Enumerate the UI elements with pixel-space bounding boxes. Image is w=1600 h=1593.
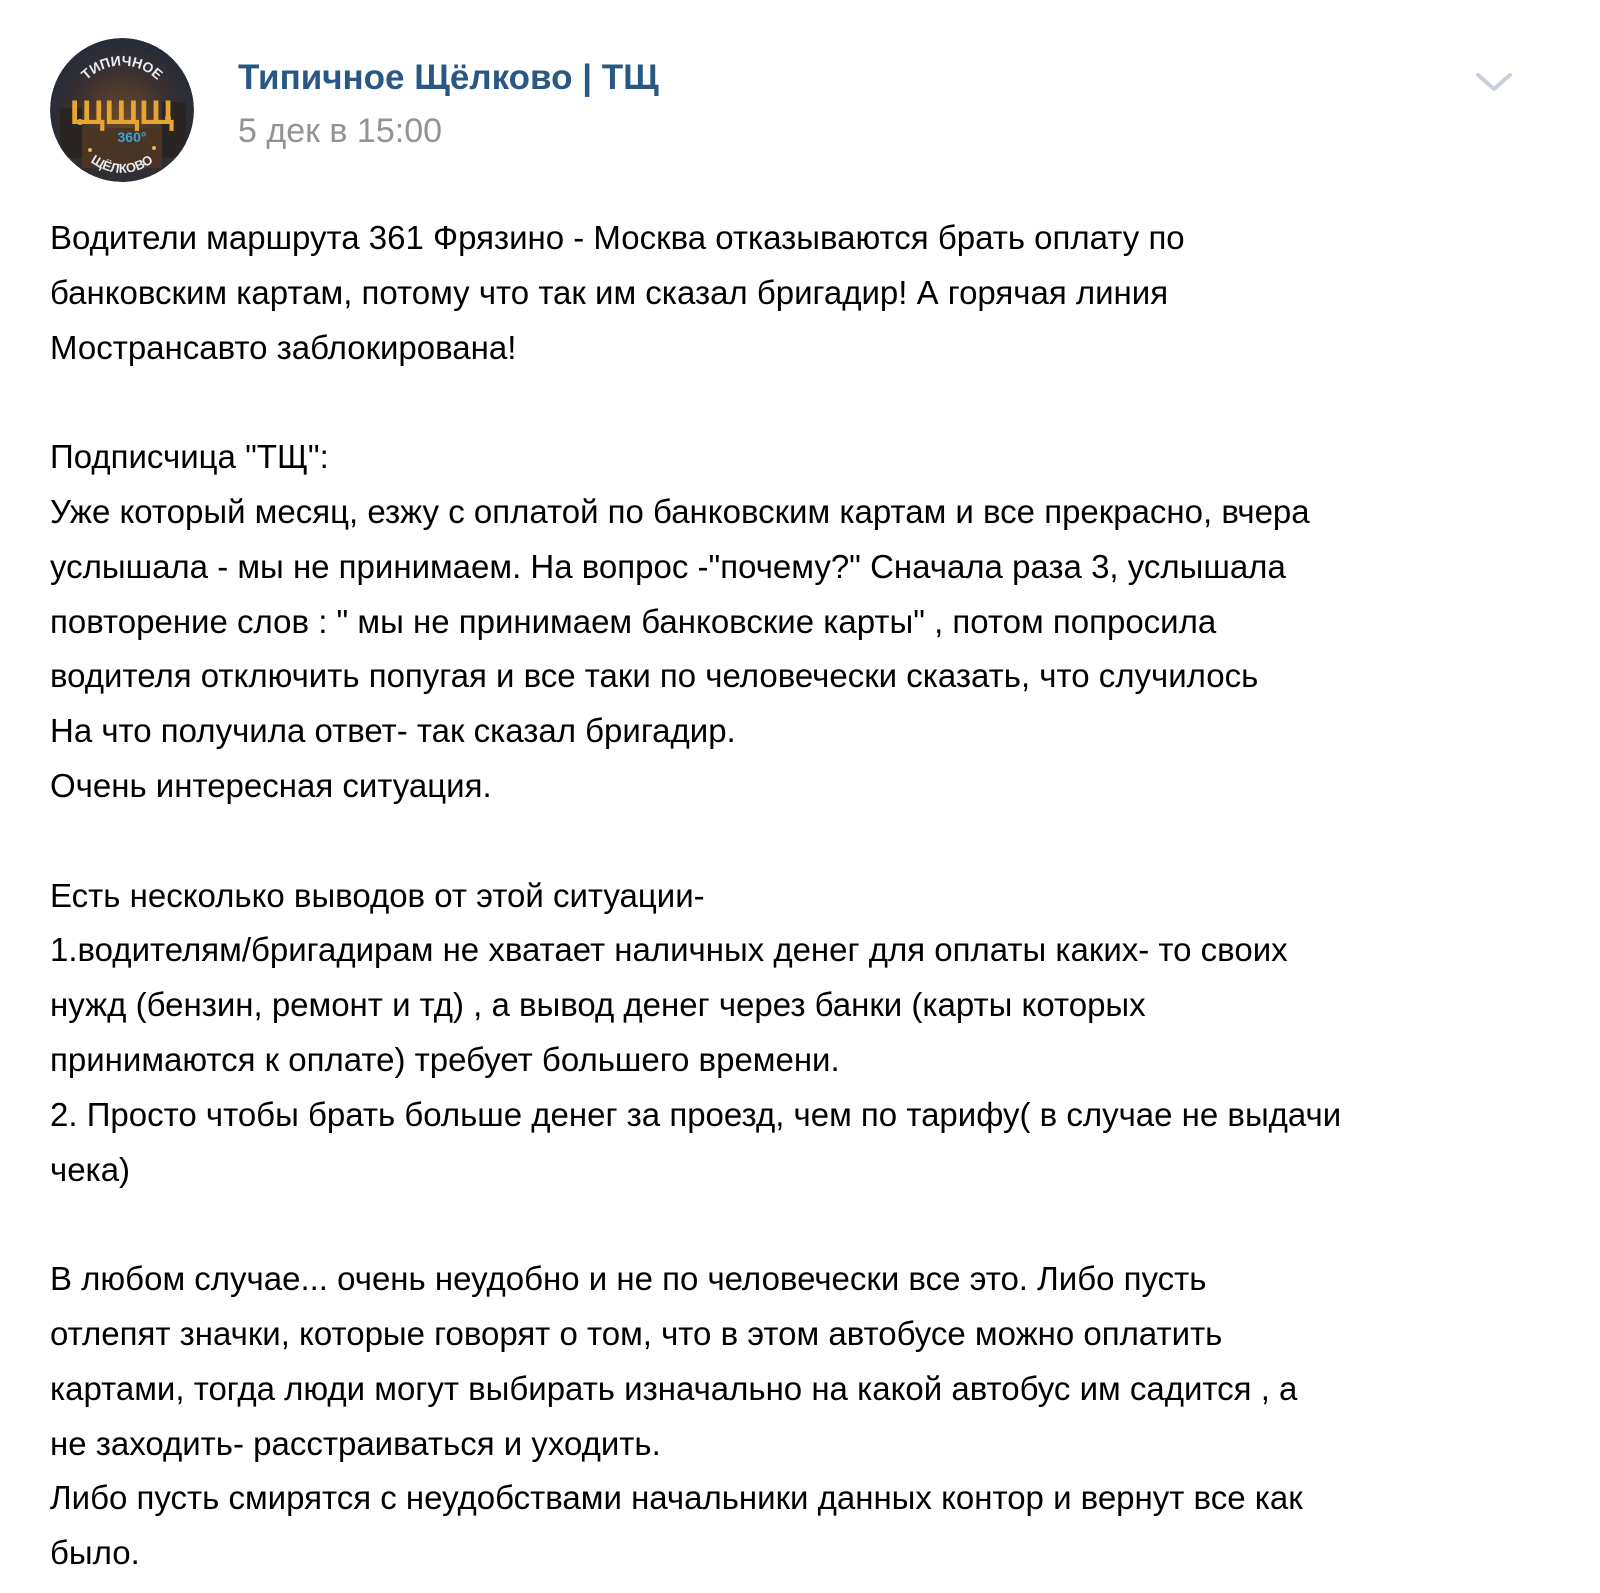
text-line: нужд (бензин, ремонт и тд) , а вывод денег через банки (карты которых bbox=[50, 986, 1146, 1024]
community-logo bbox=[50, 38, 194, 182]
text-line: принимаются к оплате) требует большего времени. bbox=[50, 1040, 840, 1078]
avatar-center-text: ЩЩЩ bbox=[70, 94, 174, 132]
avatar[interactable] bbox=[50, 38, 194, 182]
avatar-badge-text: 360° bbox=[117, 129, 147, 145]
text-line: Мострансавто заблокирована! bbox=[50, 328, 517, 366]
text-line: На что получила ответ- так сказал бригадир. bbox=[50, 712, 736, 750]
text-line: отлепят значки, которые говорят о том, что в этом автобусе можно оплатить bbox=[50, 1314, 1223, 1352]
chevron-down-icon[interactable] bbox=[1474, 66, 1514, 96]
post-paragraph bbox=[50, 430, 1570, 814]
text-line: банковским картам, потому что так им сказал бригадир! А горячая линия bbox=[50, 273, 1169, 311]
text-line: картами, тогда люди могут выбирать изначально на какой автобус им садится , а bbox=[50, 1369, 1298, 1407]
text-line: 2. Просто чтобы брать больше денег за проезд, чем по тарифу( в случае не выдачи bbox=[50, 1095, 1342, 1133]
post-date-link[interactable]: 5 дек в 15:00 bbox=[238, 112, 443, 150]
text-line: Очень интересная ситуация. bbox=[50, 766, 492, 804]
text-line: Водители маршрута 361 Фрязино - Москва отказываются брать оплату по bbox=[50, 219, 1185, 256]
text-line: Либо пусть смирятся с неудобствами начальники данных контор и вернут все как bbox=[50, 1479, 1303, 1517]
avatar-bottom-text: ЩЁЛКОВО bbox=[88, 151, 156, 176]
post-paragraph bbox=[50, 869, 1570, 1198]
post-author-link[interactable]: Типичное Щёлково | ТЩ bbox=[238, 58, 659, 97]
text-line: чека) bbox=[50, 1150, 131, 1188]
text-line: Уже который месяц, езжу с оплатой по банковским картам и все прекрасно, вчера bbox=[50, 492, 1310, 530]
avatar-top-text: ТИПИЧНОЕ bbox=[77, 52, 167, 83]
text-line: В любом случае... очень неудобно и не по человечески все это. Либо пусть bbox=[50, 1260, 1207, 1298]
text-line: Подписчица "ТЩ": bbox=[50, 438, 329, 476]
post-header bbox=[50, 38, 1550, 178]
post-paragraph bbox=[50, 1252, 1570, 1581]
text-line: Есть несколько выводов от этой ситуации- bbox=[50, 876, 705, 914]
text-line: водителя отключить попугая и все таки по человечески сказать, что случилось bbox=[50, 657, 1259, 695]
text-line: 1.водителям/бригадирам не хватает наличных денег для оплаты каких- то своих bbox=[50, 931, 1288, 969]
post-text bbox=[50, 211, 1570, 1581]
text-line: услышала - мы не принимаем. На вопрос -"почему?" Сначала раза 3, услышала bbox=[50, 547, 1286, 585]
text-line: было. bbox=[50, 1534, 140, 1572]
text-line: не заходить- расстраиваться и уходить. bbox=[50, 1424, 661, 1462]
text-line: повторение слов : " мы не принимаем банковские карты" , потом попросила bbox=[50, 602, 1217, 640]
post-paragraph bbox=[50, 211, 1570, 375]
